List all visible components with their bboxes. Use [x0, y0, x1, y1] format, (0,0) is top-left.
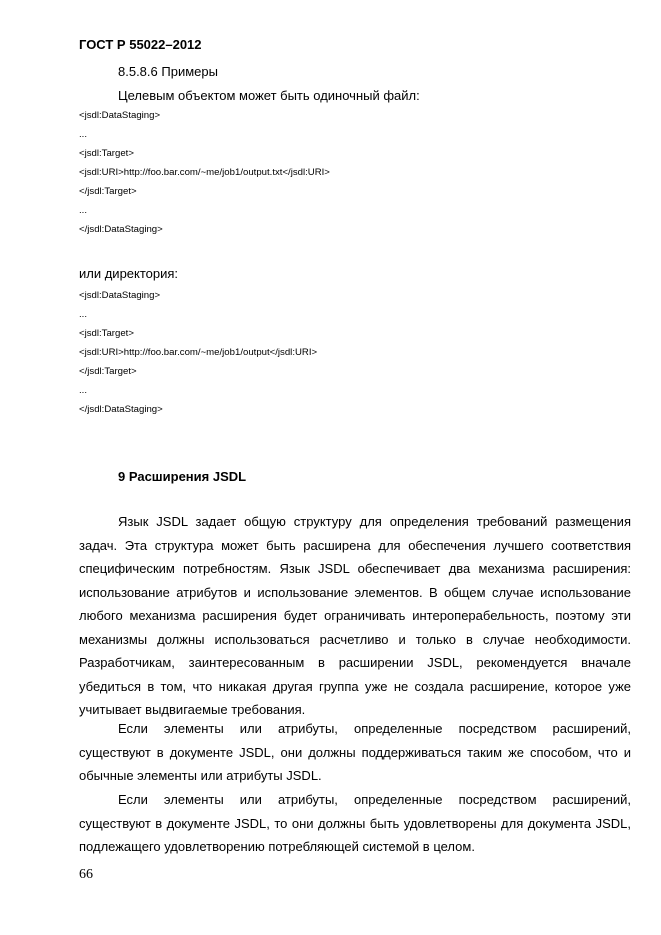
code-line: <jsdl:DataStaging> [79, 290, 161, 301]
document-header: ГОСТ Р 55022–2012 [79, 37, 202, 52]
code-line: <jsdl:Target> [79, 328, 134, 339]
code-line: <jsdl:Target> [79, 148, 134, 159]
code-line: </jsdl:Target> [79, 186, 137, 197]
code-line: </jsdl:Target> [79, 366, 137, 377]
code-line: ... [79, 129, 87, 140]
code-line: ... [79, 205, 87, 216]
code-line: </jsdl:DataStaging> [79, 404, 163, 415]
body-paragraph: Если элементы или атрибуты, определенные посредством расширений, существуют в документе JSDL, они должны поддерживаться таким же способом, что и обычные элементы или атрибуты JSDL. [79, 721, 631, 783]
code-line: <jsdl:URI>http://foo.bar.com/~me/job1/output.txt</jsdl:URI> [79, 167, 330, 178]
code-line: </jsdl:DataStaging> [79, 224, 163, 235]
code-line: <jsdl:URI>http://foo.bar.com/~me/job1/output</jsdl:URI> [79, 347, 318, 358]
section-label: 8.5.8.6 Примеры [118, 64, 218, 79]
body-paragraph: Если элементы или атрибуты, определенные посредством расширений, существуют в документе JSDL, то они должны быть удовлетворены для документа JSDL, подлежащего удовлетворению потребляющей системой в целом. [79, 792, 631, 854]
code-line: ... [79, 309, 87, 320]
body-paragraph: Язык JSDL задает общую структуру для определения требований размещения задач. Эта структура может быть расширена для обеспечения лучшего соответствия специфическим потребностям. Язык JSDL обеспечивает два механизма расширения: использование атрибутов и использование элементов. В общем случае использование любого механизма расширения будет ограничивать интероперабельность, поэтому эти механизмы должны использоваться расчетливо и только в случае необходимости. Разработчикам, заинтересованным в расширении JSDL, рекомендуется вначале убедиться в том, что никакая другая группа уже не создала расширение, которое уже учитывает выдвигаемые требования. [79, 514, 631, 717]
code-line: ... [79, 385, 87, 396]
code-line: <jsdl:DataStaging> [79, 110, 161, 121]
section-heading: 9 Расширения JSDL [118, 469, 247, 484]
intro-dir-text: или директория: [79, 266, 179, 281]
page-number: 66 [79, 867, 93, 882]
intro-file-text: Целевым объектом может быть одиночный файл: [118, 88, 420, 103]
